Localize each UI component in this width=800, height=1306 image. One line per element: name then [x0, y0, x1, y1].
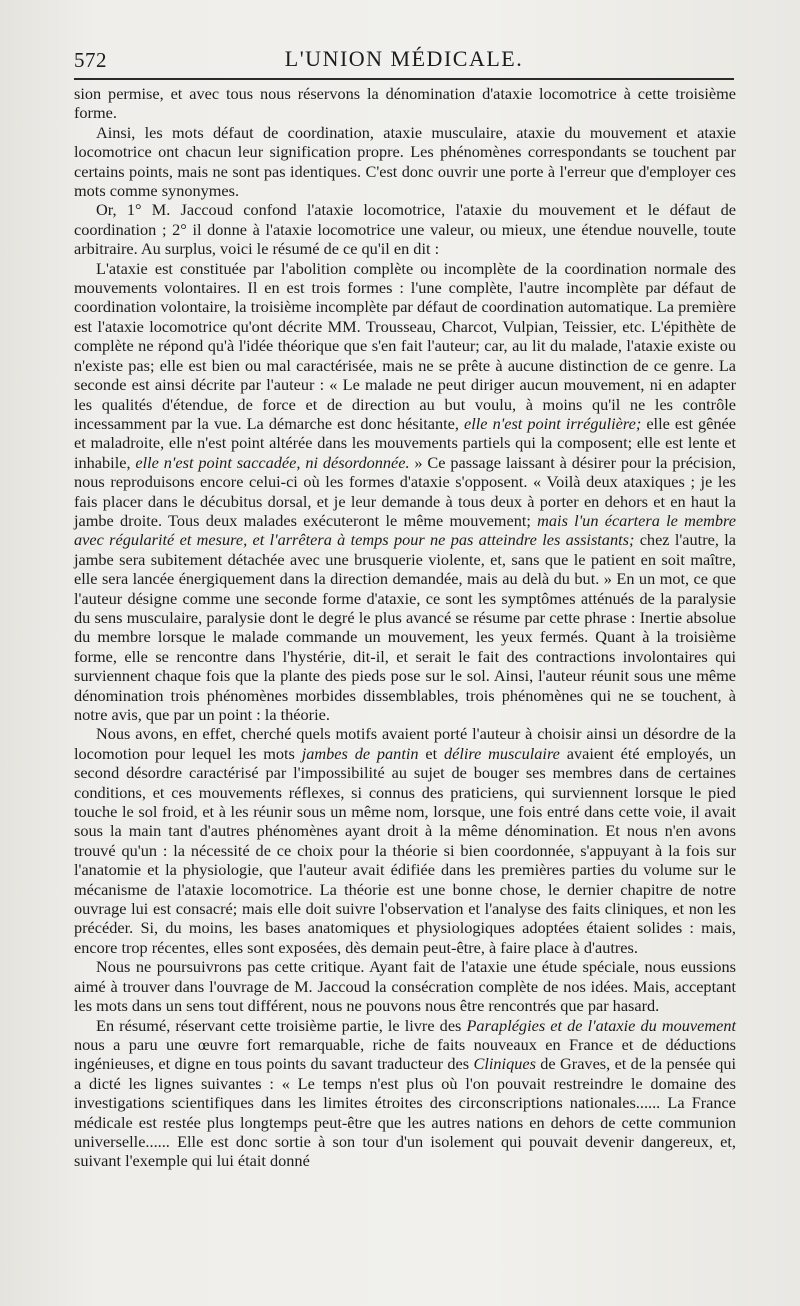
text-run: elle est gênée et maladroite, elle n'est point altérée dans les mouvements partiels qui la composent; elle est lente et inhabile,	[74, 413, 736, 472]
italic-text: Paraplégies et de l'ataxie du mouvement	[466, 1015, 736, 1035]
paragraph	[74, 123, 736, 201]
italic-text: jambes de pantin	[301, 743, 419, 763]
text-run: Ainsi, les mots défaut de coordination, ataxie musculaire, ataxie du mouvement et ataxie locomotrice ont chacun leur signification propre. Les phénomènes correspondants se touchent par certains points, mais ne sont pas identiques. C'est donc ouvrir une porte à l'erreur que d'employer ces mots comme synonymes.	[74, 122, 736, 201]
paragraph	[74, 724, 736, 957]
text-run: nous a paru une œuvre fort remarquable, riche de faits nouveaux en France et de déductions ingénieuses, et digne en tous points du savant traducteur des	[74, 1034, 736, 1074]
text-run: L'ataxie est constituée par l'abolition complète ou incomplète de la coordination normale des mouvements volontaires. Il en est trois formes : l'une complète, l'autre incomplète par défaut de coordination volontaire, la troisième incomplète par défaut de coordination automatique. La première est l'ataxie locomotrice qu'ont décrite MM. Trousseau, Charcot, Vulpian, Teissier, etc. L'épithète de complète ne répond qu'à l'idée théorique que s'en fait l'auteur; car, au lit du malade, l'ataxie existe ou n'existe pas; elle est bien ou mal caractérisée, mais ne se prête à aucune distinction de ce genre. La seconde est ainsi décrite par l'auteur : « Le malade ne peut diriger aucun mouvement, ni en adapter les qualités d'étendue, de force et de direction au but voulu, à moins qu'il ne les contrôle incessamment par la vue. La démarche est donc hésitante,	[74, 258, 736, 433]
running-title: L'UNION MÉDICALE.	[284, 46, 524, 71]
text-run: En résumé, réservant cette troisième partie, le livre des	[96, 1015, 467, 1035]
italic-text: mais l'un écartera le membre avec régularité et mesure, et l'arrêtera à temps pour ne pas atteindre les assistants;	[74, 510, 736, 550]
paragraph	[74, 84, 736, 123]
text-run: et	[418, 743, 444, 763]
italic-text: elle n'est point irrégulière;	[464, 413, 642, 433]
paragraph	[74, 1016, 736, 1171]
text-run: » Ce passage laissant à désirer pour la précision, nous reproduisons encore celui-ci où les formes d'ataxie s'opposent. « Voilà deux ataxiques ; je les fais placer dans le décubitus dorsal, et je leur demande à tous deux à porter en dehors et en haut la jambe droite. Tous deux malades exécuteront le même mouvement;	[74, 452, 736, 530]
text-run: avaient été employés, un second désordre caractérisé par l'impossibilité au sujet de bouger ses membres dans de certaines conditions, et ces mouvements réflexes, si connus des praticiens, qui surviennent lorsque le pied touche le sol froid, et à les réunir sous un même nom, lorsque, une fois entré dans cette voie, il avait sous la main tant d'autres phénomènes ayant droit à la même dénomination. Et nous n'en avons trouvé qu'un : la nécessité de ce choix pour la théorie si bien coordonnée, s'appuyant à la fois sur l'anatomie et la physiologie, que l'auteur avait édifiée dans les premières parties du volume sur le mécanisme de l'ataxie locomotrice. La théorie est une bonne chose, le dernier chapitre de notre ouvrage lui est consacré; mais elle doit suivre l'observation et l'analyse des faits cliniques, et non les précéder. Si, du moins, les bases anatomiques et physiologiques adoptées étaient solides : mais, encore trop récentes, elles sont exposées, dès demain peut-être, à faire place à d'autres.	[74, 743, 737, 957]
text-run: chez l'autre, la jambe sera subitement détachée avec une brusquerie violente, et, sans que le patient en soit maître, elle sera lancée énergiquement dans la direction demandée, mais au delà du but. » En un mot, ce que l'auteur désigne comme une seconde forme d'ataxie, ce sont les symptômes atténués de la paralysie du sens musculaire, paralysie dont le degré le plus avancé se résume par cette phrase : Inertie absolue du membre lorsque le malade commande un mouvement, les yeux fermés. Quant à la troisième forme, elle se rencontre dans l'hystérie, dit-il, et serait le fait des contractions involontaires qui surviennent chaque fois que la plante des pieds pose sur le sol. Ainsi, l'auteur réunit sous une même dénomination trois phénomènes morbides dissemblables, trois phénomènes qui ne se touchent, à notre avis, que par un point : la théorie.	[74, 530, 736, 724]
body-text	[74, 84, 736, 1171]
italic-text: délire musculaire	[443, 743, 560, 763]
text-run: Nous avons, en effet, cherché quels motifs avaient porté l'auteur à choisir ainsi un désordre de la locomotion pour lequel les mots	[74, 724, 736, 763]
text-run: Nous ne poursuivrons pas cette critique. Ayant fait de l'ataxie une étude spéciale, nous eussions aimé à trouver dans l'ouvrage de M. Jaccoud la consécration complète de nos idées. Mais, acceptant les mots dans un sens tout différent, nous ne pouvons nous être rencontrés que par hasard.	[74, 957, 736, 1016]
text-run: de Graves, et de la pensée qui a dicté les lignes suivantes : « Le temps n'est plus où l'on pouvait restreindre le domaine des investigations scientifiques dans les limites étroites des circonscriptions nationales...... La France médicale est restée plus longtemps peut-être que les autres nations en dehors de cette communion universelle...... Elle est donc sortie à son tour d'un isolement qui pouvait devenir dangereux, et, suivant l'exemple qui lui était donné	[74, 1054, 736, 1171]
italic-text: Cliniques	[473, 1054, 536, 1074]
paragraph	[74, 259, 736, 725]
text-run: sion permise, et avec tous nous réservons la dénomination d'ataxie locomotrice à cette troisième forme.	[74, 84, 736, 123]
header-rule	[74, 78, 734, 80]
text-run: Or, 1° M. Jaccoud confond l'ataxie locomotrice, l'ataxie du mouvement et le défaut de coordination ; 2° il donne à l'ataxie locomotrice une valeur, ou mieux, une étendue nouvelle, toute arbitraire. Au surplus, voici le résumé de ce qu'il en dit :	[74, 200, 736, 259]
italic-text: elle n'est point saccadée, ni désordonnée.	[135, 452, 410, 472]
page-header	[74, 44, 734, 74]
page-number: 572	[74, 48, 107, 72]
paragraph	[74, 200, 736, 258]
paragraph	[74, 957, 736, 1015]
